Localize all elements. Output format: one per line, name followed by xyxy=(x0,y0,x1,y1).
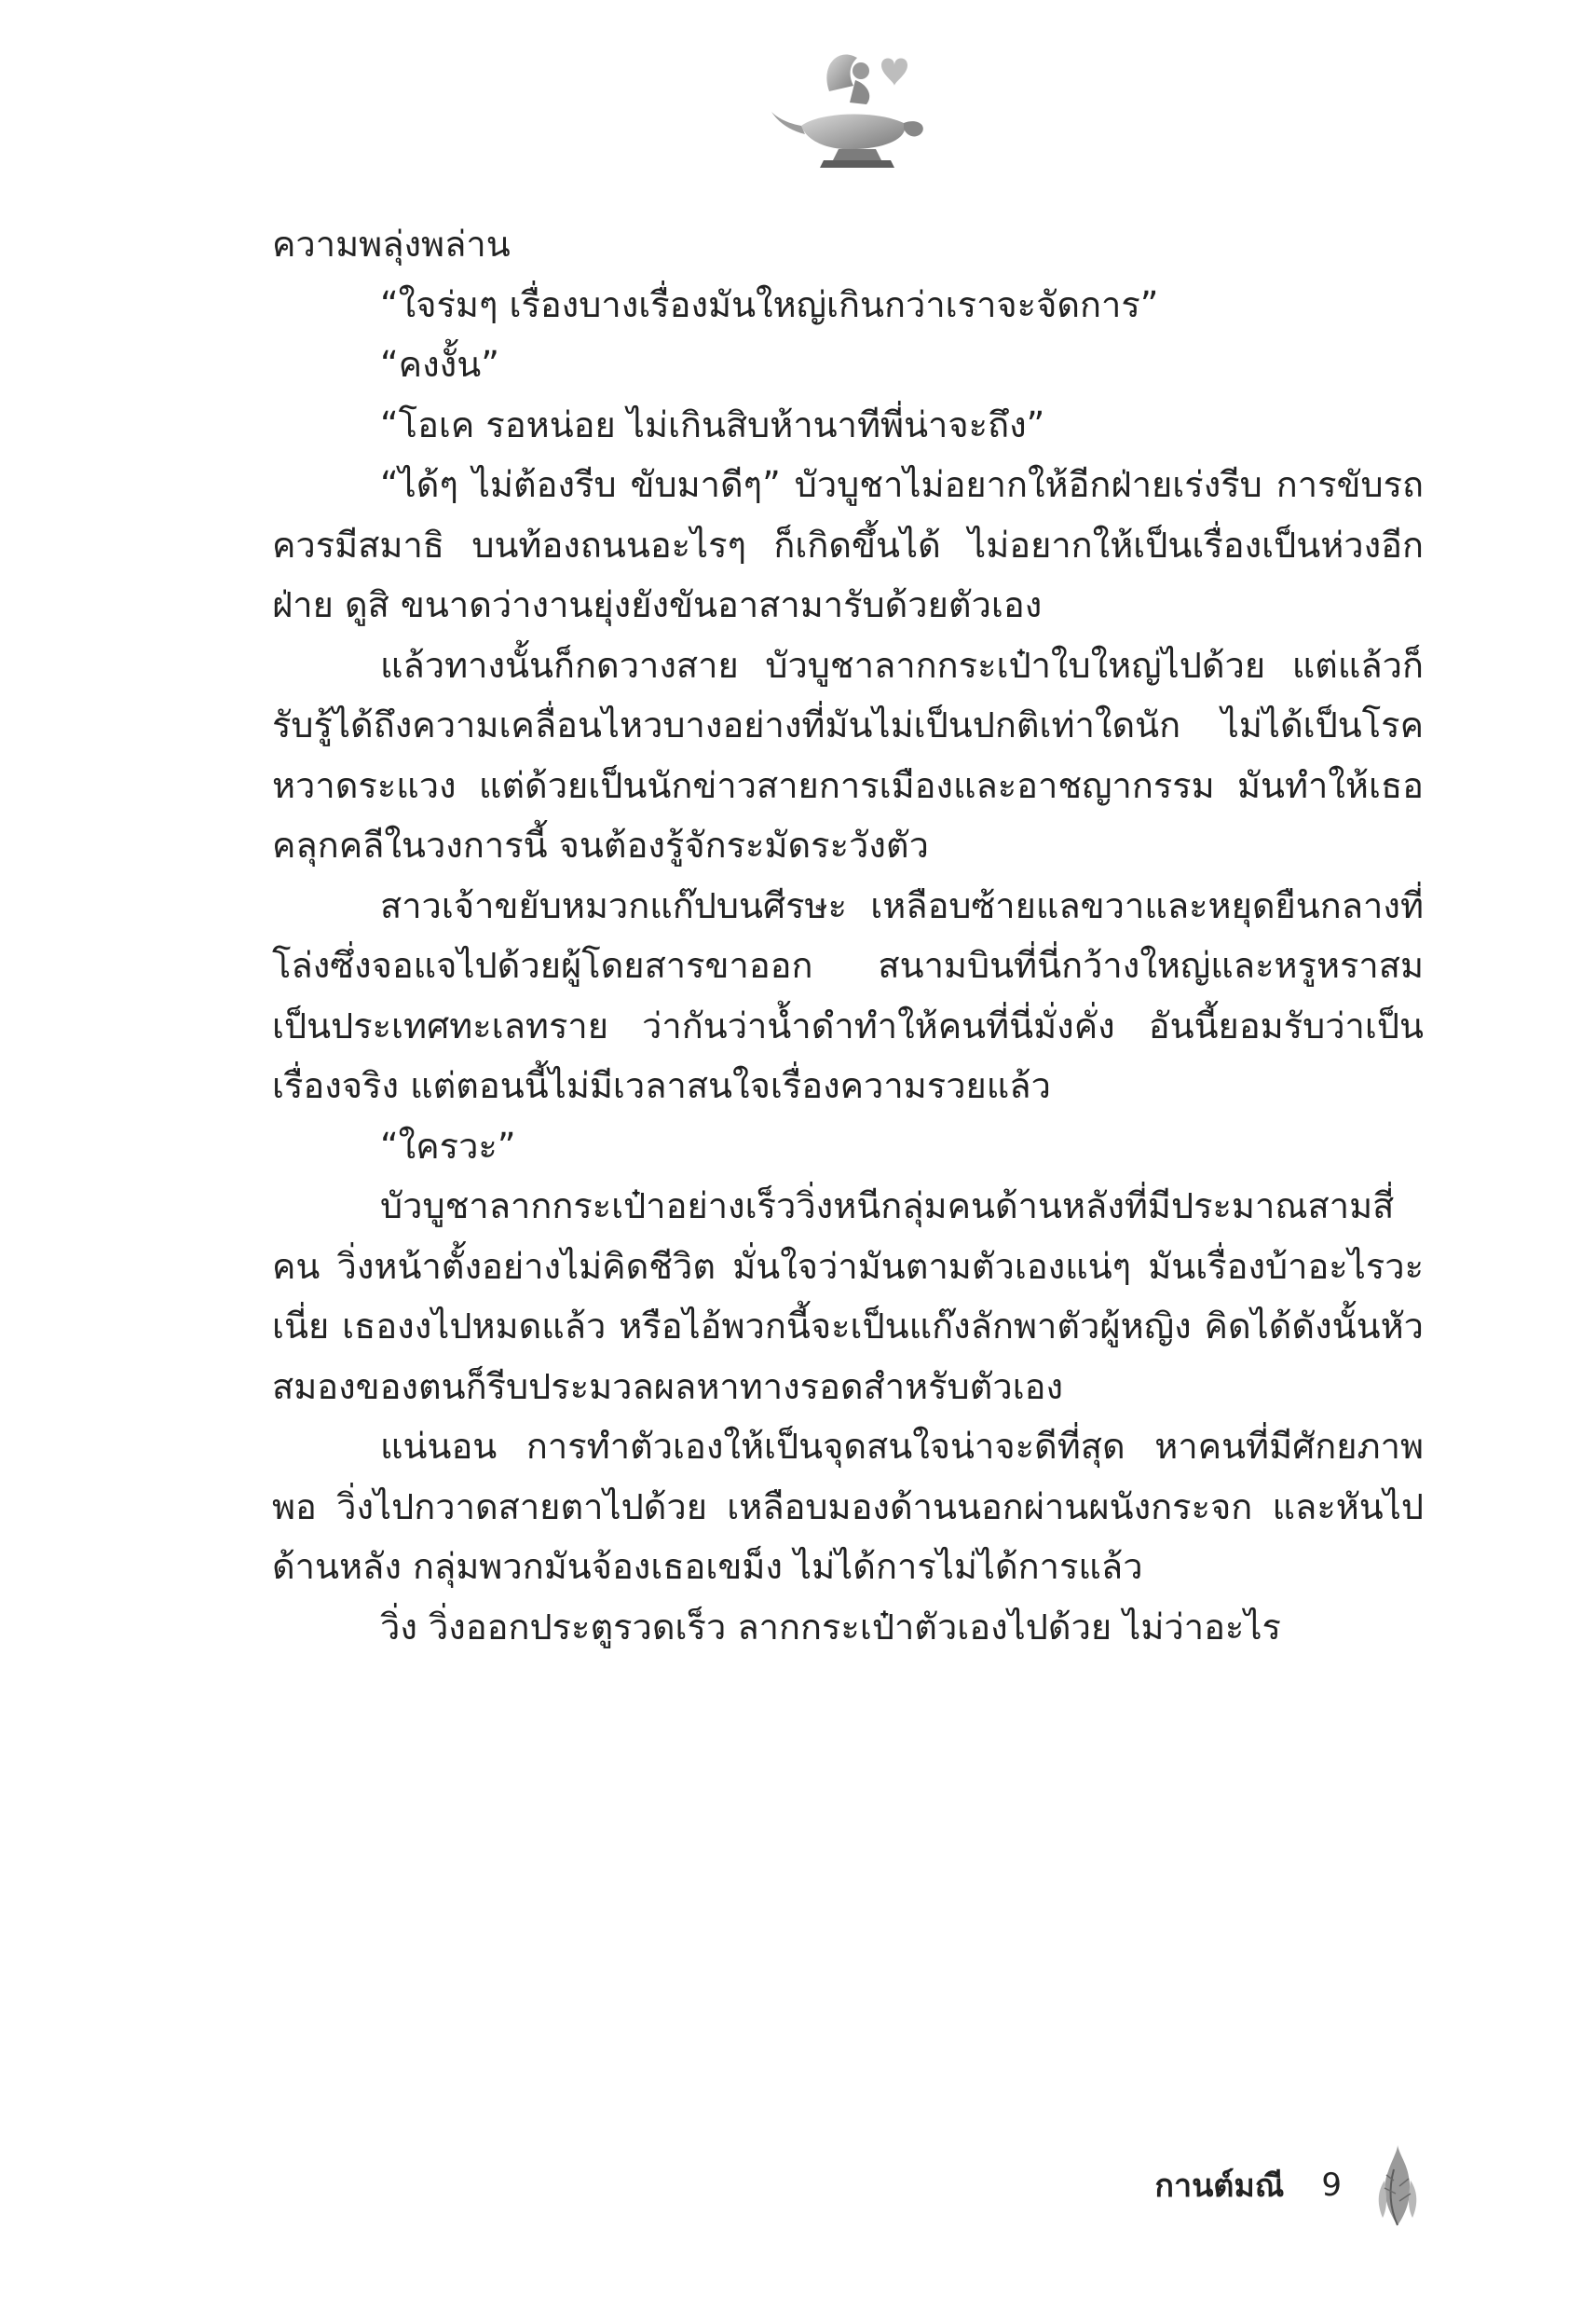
paragraph-1: “ใจร่มๆ เรื่องบางเรื่องมันใหญ่เกินกว่าเราจะจัดการ” xyxy=(380,283,1159,325)
paragraph-7: “ใครวะ” xyxy=(380,1125,516,1167)
book-title: กานต์มณี xyxy=(1154,2167,1285,2205)
paragraph-3: “โอเค รอหน่อย ไม่เกินสิบห้านาทีพี่น่าจะถึง” xyxy=(380,403,1045,445)
paragraph-0: ความพลุ่งพล่าน xyxy=(272,224,511,265)
paragraph-6: สาวเจ้าขยับหมวกแก๊ปบนศีรษะ เหลือบซ้ายแลขวาและหยุดยืนกลางที่โล่งซึ่งจอแจไปด้วยผู้โดยสารขาออก สนามบินที่นี่กว้างใหญ่และหรูหราสมเป็นประเทศทะเลทราย ว่ากันว่าน้ำดำทำให้คนที่นี่มั่งคั่ง อันนี้ยอมรับว่าเป็นเรื่องจริง แต่ตอนนี้ไม่มีเวลาสนใจเรื่องความรวยแล้ว xyxy=(272,884,1424,1106)
page-number: 9 xyxy=(1321,2167,1342,2204)
paragraph-9: แน่นอน การทำตัวเองให้เป็นจุดสนใจน่าจะดีที่สุด หาคนที่มีศักยภาพพอ วิ่งไปกวาดสายตาไปด้วย เหลือบมองด้านนอกผ่านผนังกระจก และหันไปด้านหลัง กลุ่มพวกมันจ้องเธอเขม็ง ไม่ได้การไม่ได้การแล้ว xyxy=(272,1426,1424,1587)
paragraph-10: วิ่ง วิ่งออกประตูรวดเร็ว ลากกระเป๋าตัวเองไปด้วย ไม่ว่าอะไร xyxy=(380,1606,1281,1648)
body-text xyxy=(272,214,1424,1657)
paragraph-8: บัวบูชาลากกระเป๋าอย่างเร็ววิ่งหนีกลุ่มคนด้านหลังที่มีประมาณสามสี่คน วิ่งหน้าตั้งอย่างไม่คิดชีวิต มั่นใจว่ามันตามตัวเองแน่ๆ มันเรื่องบ้าอะไรวะเนี่ย เธองงไปหมดแล้ว หรือไอ้พวกนี้จะเป็นแก๊งลักพาตัวผู้หญิง คิดได้ดังนั้นหัวสมองของตนก็รีบประมวลผลหาทางรอดสำหรับตัวเอง xyxy=(272,1185,1424,1407)
paragraph-2: “คงงั้น” xyxy=(380,344,499,385)
cupid-lamp-icon xyxy=(764,37,932,177)
page-footer xyxy=(1053,2143,1425,2227)
paragraph-5: แล้วทางนั้นก็กดวางสาย บัวบูชาลากกระเป๋าใบใหญ่ไปด้วย แต่แล้วก็รับรู้ได้ถึงความเคลื่อนไหวบางอย่างที่มันไม่เป็นปกติเท่าใดนัก ไม่ได้เป็นโรคหวาดระแวง แต่ด้วยเป็นนักข่าวสายการเมืองและอาชญากรรม มันทำให้เธอคลุกคลีในวงการนี้ จนต้องรู้จักระมัดระวังตัว xyxy=(272,644,1424,866)
paragraph-4: “ได้ๆ ไม่ต้องรีบ ขับมาดีๆ” บัวบูชาไม่อยากให้อีกฝ่ายเร่งรีบ การขับรถควรมีสมาธิ บนท้องถนนอะไรๆ ก็เกิดขึ้นได้ ไม่อยากให้เป็นเรื่องเป็นห่วงอีกฝ่าย ดูสิ ขนาดว่างานยุ่งยังขันอาสามารับด้วยตัวเอง xyxy=(272,464,1424,625)
leaf-icon xyxy=(1370,2143,1425,2227)
